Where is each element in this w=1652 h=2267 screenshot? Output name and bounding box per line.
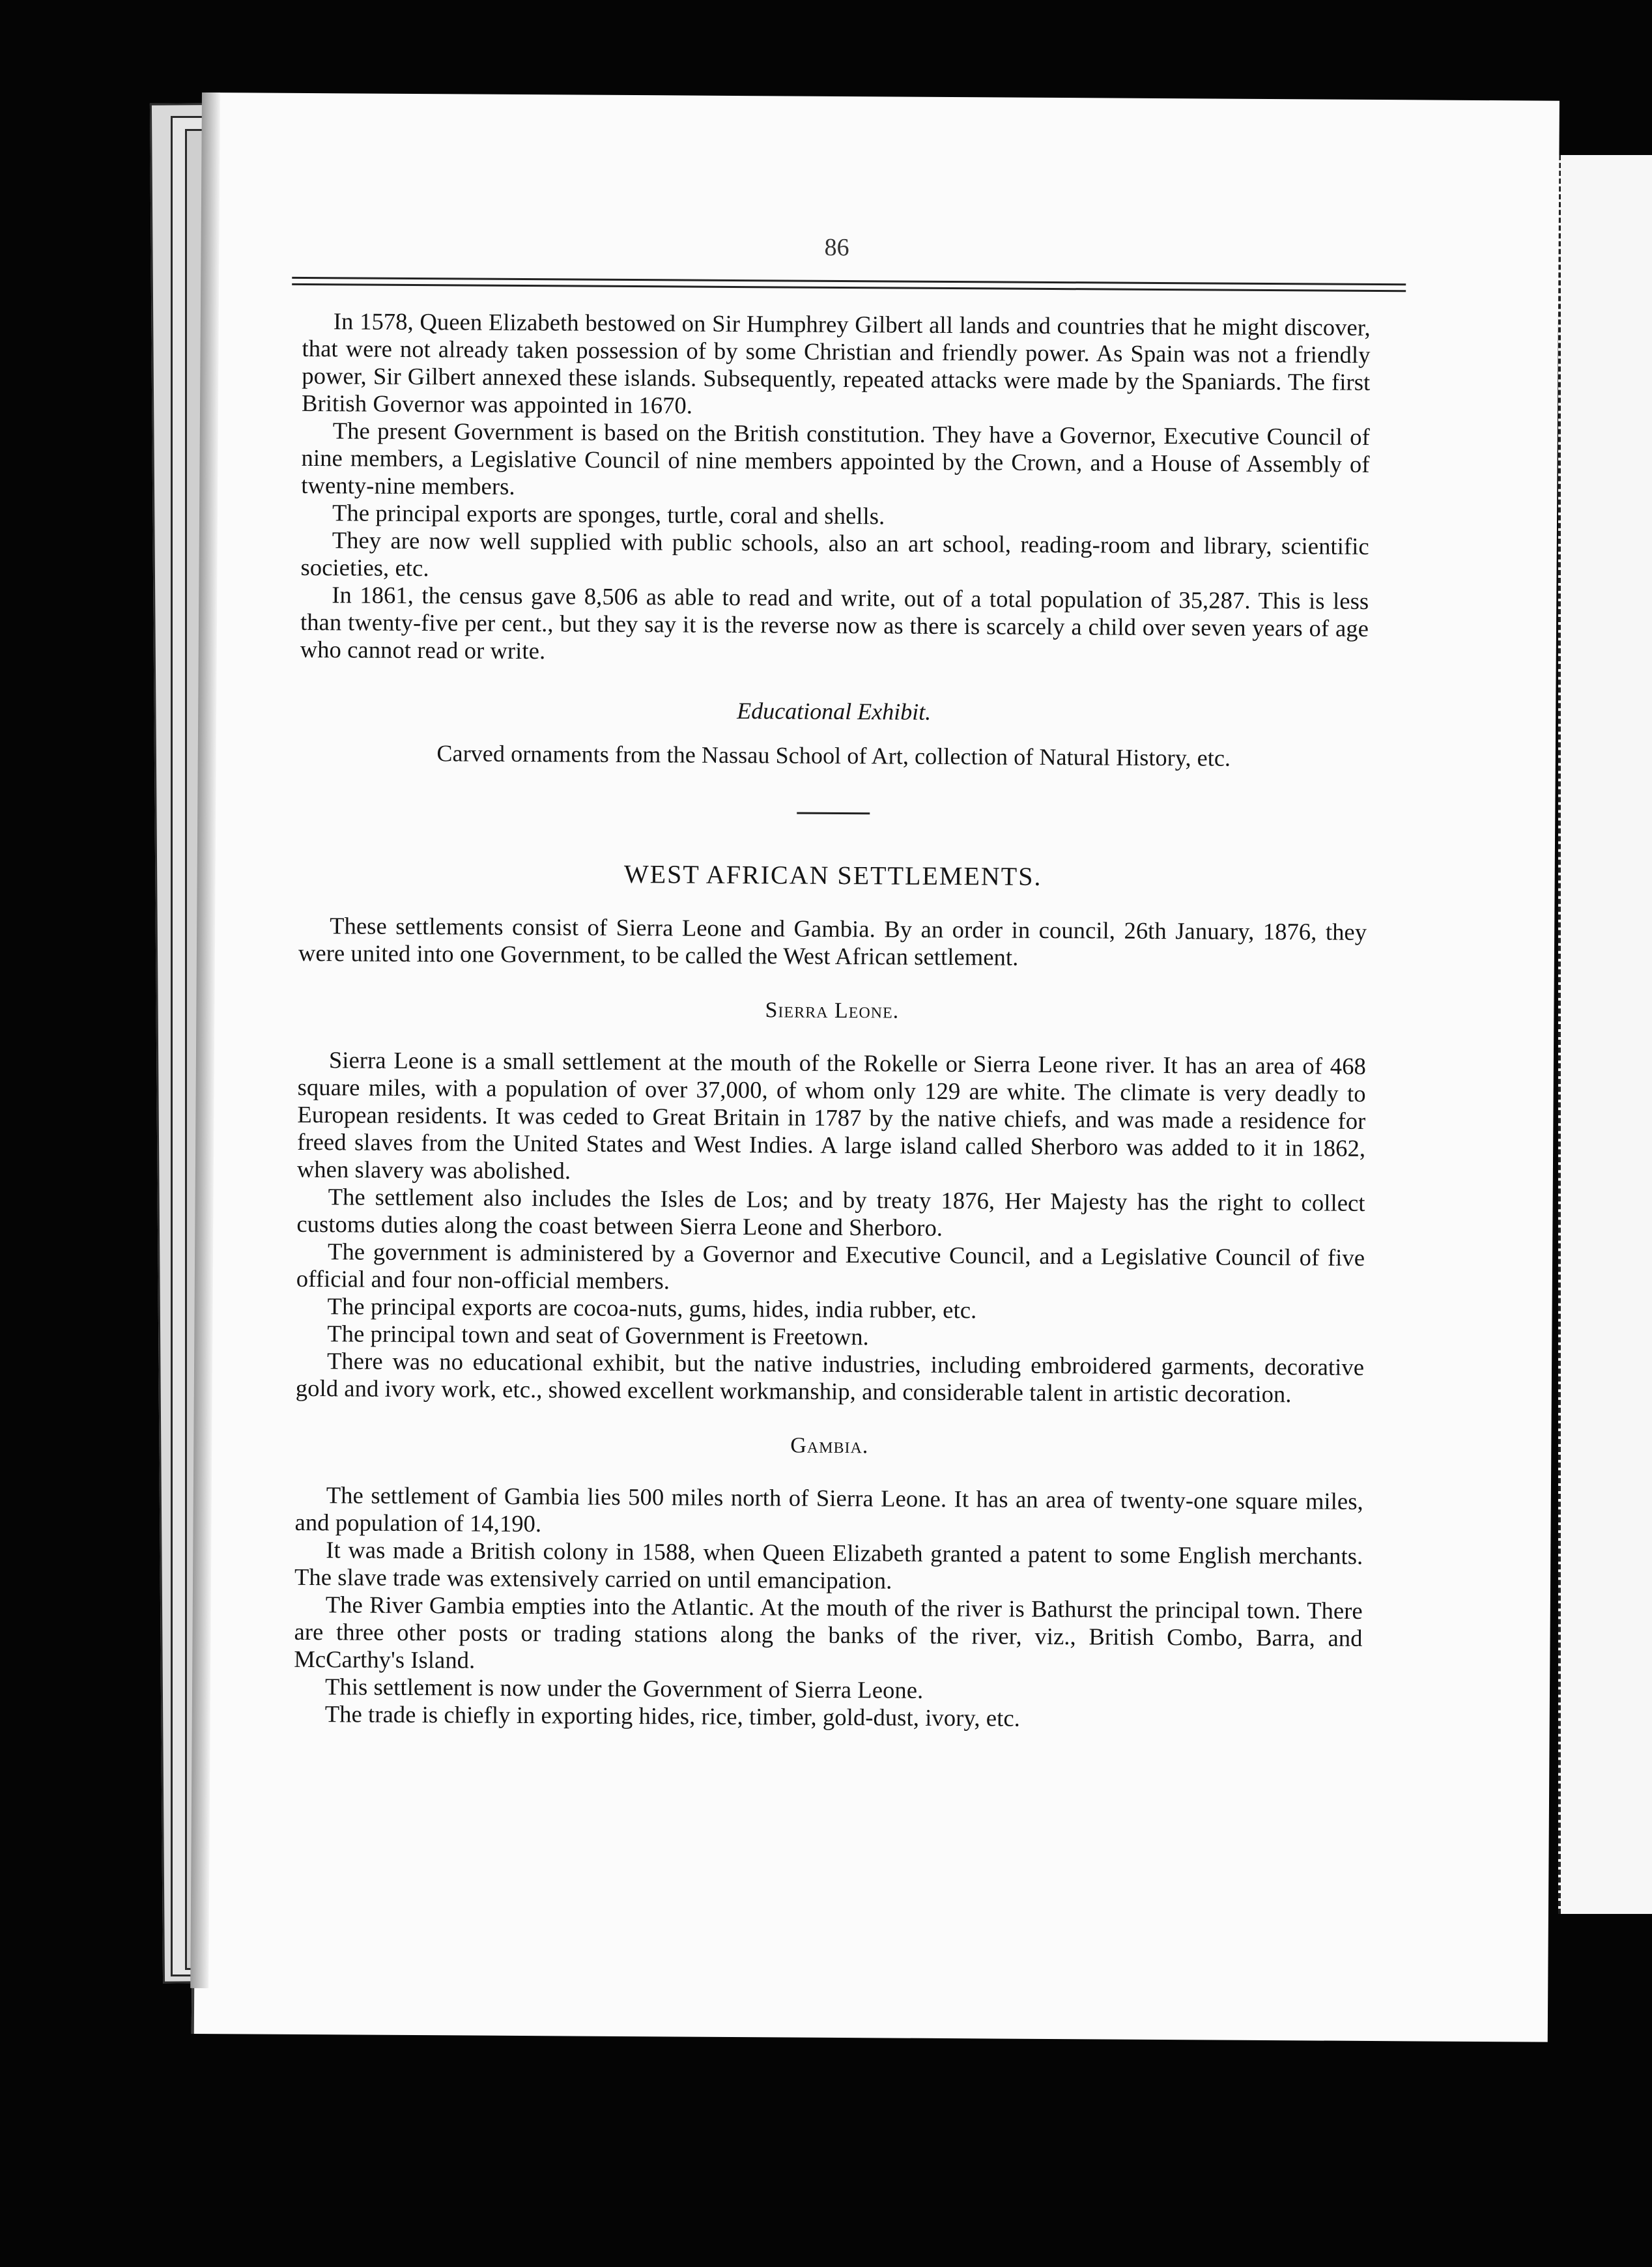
bahamas-paragraph: In 1578, Queen Elizabeth bestowed on Sir Humphrey Gilbert all lands and countries that he might discover, that were not already taken possession of by some Christian and friendly power. As Spain was not a friendly power, Sir Gilbert annexed these islands. Subsequently, repeated attacks were made by the Spaniards. The first British Governor was appointed in 1670. xyxy=(301,307,1371,419)
west-african-title: WEST AFRICAN SETTLEMENTS. xyxy=(623,859,1042,891)
bahamas-paragraph: The present Government is based on the British constitution. They have a Governor, Executive Council of nine members, a Legislative Council of nine members appointed by the Crown, and a House of Assembly of twenty-nine members. xyxy=(301,417,1370,500)
sierra-leone-paragraph: There was no educational exhibit, but the native industries, including embroidered garments, decorative gold and ivory work, etc., showed excellent workmanship, and considerable talent in artistic decoration. xyxy=(295,1347,1365,1408)
gambia-title: Gambia. xyxy=(790,1433,869,1459)
gambia-paragraph: This settlement is now under the Government of Sierra Leone. xyxy=(324,1673,924,1704)
header-rule xyxy=(292,277,1406,292)
page-content xyxy=(294,230,1371,1734)
sierra-leone-title: Sierra Leone. xyxy=(765,998,900,1023)
gambia-paragraph: The River Gambia empties into the Atlantic. At the mouth of the river is Bathurst the principal town. There are three other posts or trading stations along the banks of the river, viz., British Combo, Barra, and McCarthy's Island. xyxy=(294,1591,1363,1674)
west-african-intro: These settlements consist of Sierra Leone and Gambia. By an order in council, 26th January, 1876, they were united into one Government, to be called the West African settlement. xyxy=(298,912,1367,971)
gambia-paragraph: It was made a British colony in 1588, when Queen Elizabeth granted a patent to some English merchants. The slave trade was extensively carried on until emancipation. xyxy=(294,1536,1363,1594)
gambia-paragraph: The settlement of Gambia lies 500 miles north of Sierra Leone. It has an area of twenty-one square miles, and population of 14,190. xyxy=(294,1481,1363,1537)
sierra-leone-paragraph: The settlement also includes the Isles de Los; and by treaty 1876, Her Majesty has the right to collect customs duties along the coast between Sierra Leone and Sherboro. xyxy=(296,1183,1365,1241)
bahamas-paragraph: The principal exports are sponges, turtle, coral and shells. xyxy=(332,499,885,530)
gambia-paragraph: The trade is chiefly in exporting hides, rice, timber, gold-dust, ivory, etc. xyxy=(324,1700,1021,1732)
educational-exhibit-text: Carved ornaments from the Nassau School of Art, collection of Natural History, etc. xyxy=(436,740,1231,771)
adjacent-page xyxy=(1558,155,1652,1914)
sierra-leone-paragraph: The principal town and seat of Government is Freetown. xyxy=(327,1320,869,1350)
bahamas-paragraph: In 1861, the census gave 8,506 as able to read and write, out of a total population of 35,287. This is less than twenty-five per cent., but they say it is the reverse now as there is scarcely a child over seven years of age who cannot read or write. xyxy=(300,581,1369,664)
sierra-leone-paragraph: The government is administered by a Governor and Executive Council, and a Legislative Council of five official and four non-official members. xyxy=(296,1238,1365,1294)
bahamas-paragraph: They are now well supplied with public schools, also an art school, reading-room and library, scientific societies, etc. xyxy=(300,526,1369,582)
educational-exhibit-title: Educational Exhibit. xyxy=(737,698,932,725)
section-divider xyxy=(797,812,870,815)
sierra-leone-paragraph: Sierra Leone is a small settlement at the mouth of the Rokelle or Sierra Leone river. It has an area of 468 square miles, with a population of over 37,000, of whom only 129 are white. The climate is very deadly to European residents. It was ceded to Great Britain in 1787 by the native chiefs, and was made a residence for freed slaves from the United States and West Indies. A large island called Sherboro was added to it in 1862, when slavery was abolished. xyxy=(296,1046,1367,1184)
page-number: 86 xyxy=(824,233,849,262)
book-page xyxy=(192,93,1559,2042)
sierra-leone-paragraph: The principal exports are cocoa-nuts, gums, hides, india rubber, etc. xyxy=(327,1292,977,1324)
